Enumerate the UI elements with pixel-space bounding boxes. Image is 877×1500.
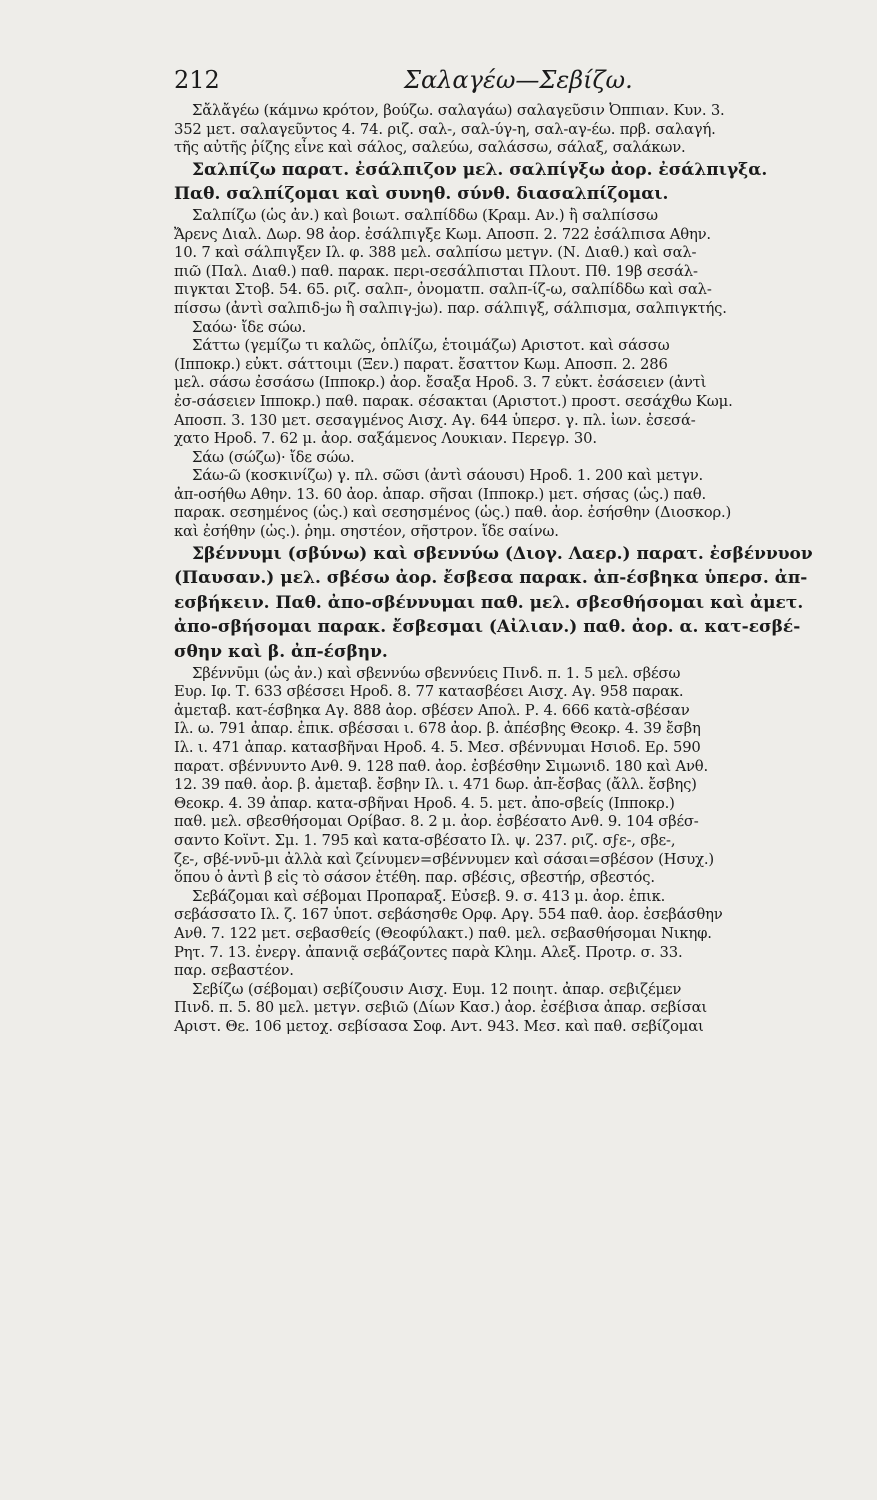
entry-line: 10. 7 καὶ σάλπιγξεν Ιλ. φ. 388 μελ. σαλπίσω μετγν. (Ν. Διαθ.) καὶ σαλ- bbox=[174, 244, 697, 262]
entry-line: 352 μετ. σαλαγεῦντος 4. 74. ριζ. σαλ-, σαλ-ύγ-η, σαλ-αγ-έω. πρβ. σαλαγή. bbox=[174, 120, 716, 138]
entry-line: Σάω-ῶ (κοσκινίζω) γ. πλ. σῶσι (ἀντὶ σάουσι) Ηροδ. 1. 200 καὶ μετγν. bbox=[192, 467, 704, 485]
headword-line: ἀπο-σβήσομαι παρακ. ἔσβεσμαι (Αἰλιαν.) παθ. ἀορ. α. κατ-εσβέ- bbox=[174, 617, 801, 638]
entry-line: Θεοκρ. 4. 39 ἀπαρ. κατα-σβῆναι Ηροδ. 4. 5. μετ. ἀπο-σβείς (Ιπποκρ.) bbox=[174, 794, 675, 812]
entry-line: Αριστ. Θε. 106 μετοχ. σεβίσασα Σοφ. Αντ. 943. Μεσ. καὶ παθ. σεβίζομαι bbox=[174, 1017, 704, 1035]
entry-line: παθ. μελ. σβεσθήσομαι Ορίβασ. 8. 2 μ. ἀορ. ἐσβέσατο Ανθ. 9. 104 σβέσ- bbox=[174, 813, 699, 831]
headword-line: Σαλπίζω παρατ. ἐσάλπιζον μελ. σαλπίγξω ἀορ. ἐσάλπιγξα. bbox=[192, 159, 768, 180]
entry-line: σεβάσσατο Ιλ. ζ. 167 ὑποτ. σεβάσησθε Ορφ. Αργ. 554 παθ. ἀορ. ἐσεβάσθην bbox=[174, 906, 723, 924]
entry-line: τῆς αὐτῆς ῥίζης εἶνε καὶ σάλος, σαλεύω, σαλάσσω, σάλαξ, σαλάκων. bbox=[174, 139, 686, 157]
entry-line: Ιλ. ω. 791 ἀπαρ. ἐπικ. σβέσσαι ι. 678 ἀορ. β. ἀπέσβης Θεοκρ. 4. 39 ἔσβη bbox=[174, 720, 701, 738]
entry-line: Σαλπίζω (ὡς ἀν.) καὶ βοιωτ. σαλπίδδω (Κραμ. Αν.) ἢ σαλπίσσω bbox=[192, 206, 658, 224]
entry-line: Σἄλἄγέω (κάμνω κρότον, βούζω. σαλαγάω) σαλαγεῦσιν Ὀππιαν. Κυν. 3. bbox=[192, 102, 725, 119]
entry-line: σαντο Κοϊντ. Σμ. 1. 795 καὶ κατα-σβέσατο Ιλ. ψ. 237. ριζ. σϝε-, σβε-, bbox=[174, 831, 676, 849]
headword-line: Παθ. σαλπίζομαι καὶ συνηθ. σύνθ. διασαλπίζομαι. bbox=[174, 184, 669, 205]
entry-salageo bbox=[174, 102, 725, 158]
entry-sebazomai bbox=[174, 887, 723, 981]
page-header bbox=[174, 66, 694, 100]
entry-line: Ανθ. 7. 122 μετ. σεβασθείς (Θεοφύλακτ.) παθ. μελ. σεβασθήσομαι Νικηφ. bbox=[174, 924, 712, 942]
entry-line: Σβέννῡμι (ὡς ἀν.) καὶ σβεννύω σβεννύεις Πινδ. π. 1. 5 μελ. σβέσω bbox=[192, 664, 681, 682]
entry-line: παρατ. σβέννυντο Ανθ. 9. 128 παθ. ἀορ. ἐσβέσθην Σιμωνιδ. 180 καὶ Ανθ. bbox=[174, 757, 708, 775]
entry-line: ὅπου ὁ ἀντὶ β εἰς τὸ σάσον ἐτέθη. παρ. σβέσις, σβεστήρ, σβεστός. bbox=[174, 869, 655, 887]
page-number: 212 bbox=[174, 66, 220, 94]
entry-line: Πινδ. π. 5. 80 μελ. μετγν. σεβιῶ (Δίων Κασ.) ἀορ. ἐσέβισα ἀπαρ. σεβίσαι bbox=[174, 999, 708, 1017]
entry-line: (Ιπποκρ.) εὐκτ. σάττοιμι (Ξεν.) παρατ. ἔσαττον Κωμ. Αποσπ. 2. 286 bbox=[174, 355, 668, 373]
entry-line: παρακ. σεσημένος (ὡς.) καὶ σεσησμένος (ὡς.) παθ. ἀορ. ἐσήσθην (Διοσκορ.) bbox=[174, 504, 732, 522]
entry-line: ἀμεταβ. κατ-έσβηκα Αγ. 888 ἀορ. σβέσεν Απολ. Ρ. 4. 666 κατὰ-σβέσαν bbox=[174, 701, 690, 719]
headword-line: Σβέννυμι (σβύνω) καὶ σβεννύω (Διογ. Λαερ.) παρατ. ἐσβέννυον bbox=[192, 543, 813, 564]
headword-line: σθην καὶ β. ἀπ-έσβην. bbox=[174, 642, 388, 663]
headword-line: εσβήκειν. Παθ. ἀπο-σβέννυμαι παθ. μελ. σβεσθήσομαι καὶ ἀμετ. bbox=[174, 592, 804, 613]
entry-line: 12. 39 παθ. ἀορ. β. ἀμεταβ. ἔσβην Ιλ. ι. 471 δωρ. ἀπ-ἔσβας (ἄλλ. ἔσβης) bbox=[174, 776, 697, 794]
entry-sebizo bbox=[174, 980, 708, 1037]
entry-line: Ρητ. 7. 13. ἐνεργ. ἀπανιᾷ σεβάζοντες παρὰ Κλημ. Αλεξ. Προτρ. σ. 33. bbox=[174, 943, 683, 961]
entry-line: Ιλ. ι. 471 ἀπαρ. κατασβῆναι Ηροδ. 4. 5. Μεσ. σβέννυμαι Ησιοδ. Ερ. 590 bbox=[174, 739, 701, 756]
running-head: Σαλαγέω—Σεβίζω. bbox=[404, 66, 633, 94]
entry-line: Αποσπ. 3. 130 μετ. σεσαγμένος Αισχ. Αγ. 644 ὑπερσ. γ. πλ. ἰων. ἐσεσά- bbox=[174, 411, 696, 429]
entry-sao-sozo: Σάω (σώζω)· ἴδε σώω. bbox=[192, 448, 355, 466]
entry-sbennymi-headword bbox=[174, 542, 813, 665]
entry-satto bbox=[174, 337, 733, 449]
entry-sao-koskinizo bbox=[174, 467, 732, 541]
entry-line: παρ. σεβαστέον. bbox=[174, 962, 294, 980]
entry-line: Ευρ. Ιφ. Τ. 633 σβέσσει Ηροδ. 8. 77 κατασβέσει Αισχ. Αγ. 958 παρακ. bbox=[174, 683, 684, 701]
entry-line: μελ. σάσω ἐσσάσω (Ιπποκρ.) ἀορ. ἔσαξα Ηροδ. 3. 7 εὐκτ. ἐσάσειεν (ἀντὶ bbox=[174, 374, 707, 392]
page-body bbox=[174, 102, 813, 1037]
entry-line: ἐσ-σάσειεν Ιπποκρ.) παθ. παρακ. σέσακται (Αριστοτ.) προστ. σεσάχθω Κωμ. bbox=[174, 392, 733, 410]
entry-saoo: Σαόω· ἴδε σώω. bbox=[192, 318, 307, 336]
entry-line: Σάττω (γεμίζω τι καλῶς, ὁπλίζω, ἑτοιμάζω) Αριστοτ. καὶ σάσσω bbox=[192, 337, 670, 355]
entry-line: Σεβάζομαι καὶ σέβομαι Προπαραξ. Εὐσεβ. 9. σ. 413 μ. ἀορ. ἐπικ. bbox=[192, 887, 666, 905]
entry-salpizo-headword bbox=[174, 158, 768, 207]
entry-line: χατο Ηροδ. 7. 62 μ. ἀορ. σαξάμενος Λουκιαν. Περεγρ. 30. bbox=[174, 430, 597, 448]
entry-line: πιῶ (Παλ. Διαθ.) παθ. παρακ. περι-σεσάλπισται Πλουτ. Πθ. 19β σεσάλ- bbox=[174, 262, 698, 280]
entry-line: Σεβίζω (σέβομαι) σεβίζουσιν Αισχ. Ευμ. 12 ποιητ. ἀπαρ. σεβιζέμεν bbox=[192, 980, 682, 998]
entry-line: Ἄρενς Διαλ. Δωρ. 98 ἀορ. ἐσάλπιγξε Κωμ. Αποσπ. 2. 722 ἐσάλπισα Αθην. bbox=[174, 225, 711, 243]
entry-line: πίσσω (ἀντὶ σαλπιδ-jω ἢ σαλπιγ-jω). παρ. σάλπιγξ, σάλπισμα, σαλπιγκτής. bbox=[174, 299, 727, 317]
entry-line: ζε-, σβέ-ννῡ-μι ἀλλὰ καὶ ζείνυμεν=σβέννυμεν καὶ σάσαι=σβέσον (Ησυχ.) bbox=[174, 850, 714, 868]
headword-line: (Παυσαν.) μελ. σβέσω ἀορ. ἔσβεσα παρακ. ἀπ-έσβηκα ὑπερσ. ἀπ- bbox=[174, 568, 808, 589]
entry-line: πιγκται Στοβ. 54. 65. ριζ. σαλπ-, ὀνοματπ. σαλπ-ίζ-ω, σαλπίδδω καὶ σαλ- bbox=[174, 281, 712, 299]
entry-line: καὶ ἐσήθην (ὡς.). ῥημ. σηστέον, σῆστρον. ἴδε σαίνω. bbox=[174, 523, 559, 541]
entry-line: ἀπ-οσήθω Αθην. 13. 60 ἀορ. ἀπαρ. σῆσαι (Ιπποκρ.) μετ. σήσας (ὡς.) παθ. bbox=[174, 485, 706, 503]
entry-salpizo bbox=[174, 206, 727, 319]
entry-sbennymi bbox=[174, 664, 714, 888]
